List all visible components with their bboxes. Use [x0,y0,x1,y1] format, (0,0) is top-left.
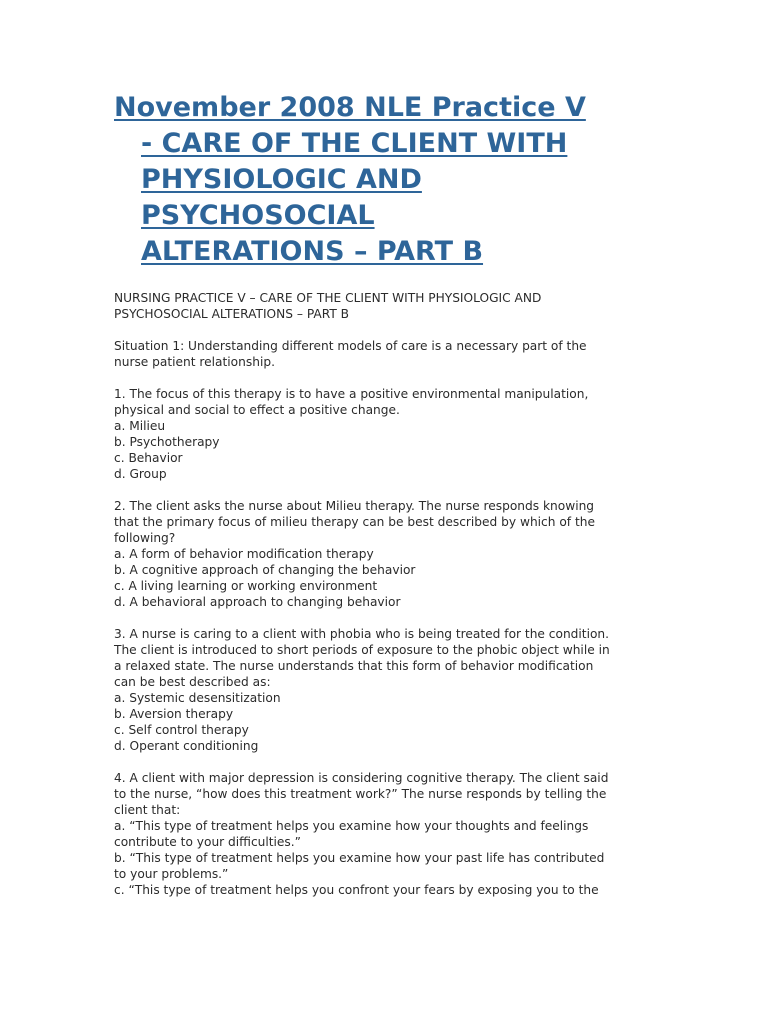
text-line: Situation 1: Understanding different models of care is a necessary part of the [114,339,587,353]
question-1 [114,386,674,482]
question-3 [114,626,674,754]
question-stem-line: to the nurse, “how does this treatment work?” The nurse responds by telling the [114,787,607,801]
answer-option: to your problems.” [114,867,229,881]
question-stem-line: can be best described as: [114,675,271,689]
title-line: PSYCHOSOCIAL [141,200,375,231]
question-stem-line: client that: [114,803,181,817]
question-2 [114,498,674,610]
answer-option: c. Behavior [114,451,183,465]
text-line: PSYCHOSOCIAL ALTERATIONS – PART B [114,307,350,321]
question-stem-line: 4. A client with major depression is considering cognitive therapy. The client said [114,771,609,785]
answer-option: c. Self control therapy [114,723,249,737]
question-stem-line: physical and social to effect a positive change. [114,403,400,417]
answer-option: d. Operant conditioning [114,739,259,753]
answer-option: b. A cognitive approach of changing the behavior [114,563,416,577]
question-stem-line: following? [114,531,176,545]
question-stem-line: 3. A nurse is caring to a client with phobia who is being treated for the condition. [114,627,610,641]
question-stem-line: that the primary focus of milieu therapy can be best described by which of the [114,515,595,529]
title-line: ALTERATIONS – PART B [141,236,484,267]
text-line: NURSING PRACTICE V – CARE OF THE CLIENT WITH PHYSIOLOGIC AND [114,291,542,305]
answer-option: b. Psychotherapy [114,435,220,449]
title-line: November 2008 NLE Practice V [114,92,586,123]
answer-option: c. “This type of treatment helps you confront your fears by exposing you to the [114,883,599,897]
answer-option: b. “This type of treatment helps you examine how your past life has contributed [114,851,605,865]
answer-option: a. “This type of treatment helps you examine how your thoughts and feelings [114,819,589,833]
question-4 [114,770,674,898]
answer-option: d. Group [114,467,167,481]
title-line: PHYSIOLOGIC AND [141,164,422,195]
answer-option: b. Aversion therapy [114,707,234,721]
document-subtitle [114,290,674,322]
question-stem-line: 2. The client asks the nurse about Milieu therapy. The nurse responds knowing [114,499,595,513]
answer-option: c. A living learning or working environment [114,579,378,593]
question-stem-line: 1. The focus of this therapy is to have a positive environmental manipulation, [114,387,589,401]
title-line: - CARE OF THE CLIENT WITH [141,128,568,159]
answer-option: contribute to your difficulties.” [114,835,301,849]
text-line: nurse patient relationship. [114,355,275,369]
question-stem-line: a relaxed state. The nurse understands that this form of behavior modification [114,659,594,673]
situation-intro [114,338,674,370]
answer-option: a. Milieu [114,419,166,433]
answer-option: d. A behavioral approach to changing behavior [114,595,401,609]
document-body [114,290,674,914]
document-title[interactable] [114,90,674,270]
answer-option: a. A form of behavior modification therapy [114,547,374,561]
question-stem-line: The client is introduced to short periods of exposure to the phobic object while in [114,643,610,657]
answer-option: a. Systemic desensitization [114,691,281,705]
